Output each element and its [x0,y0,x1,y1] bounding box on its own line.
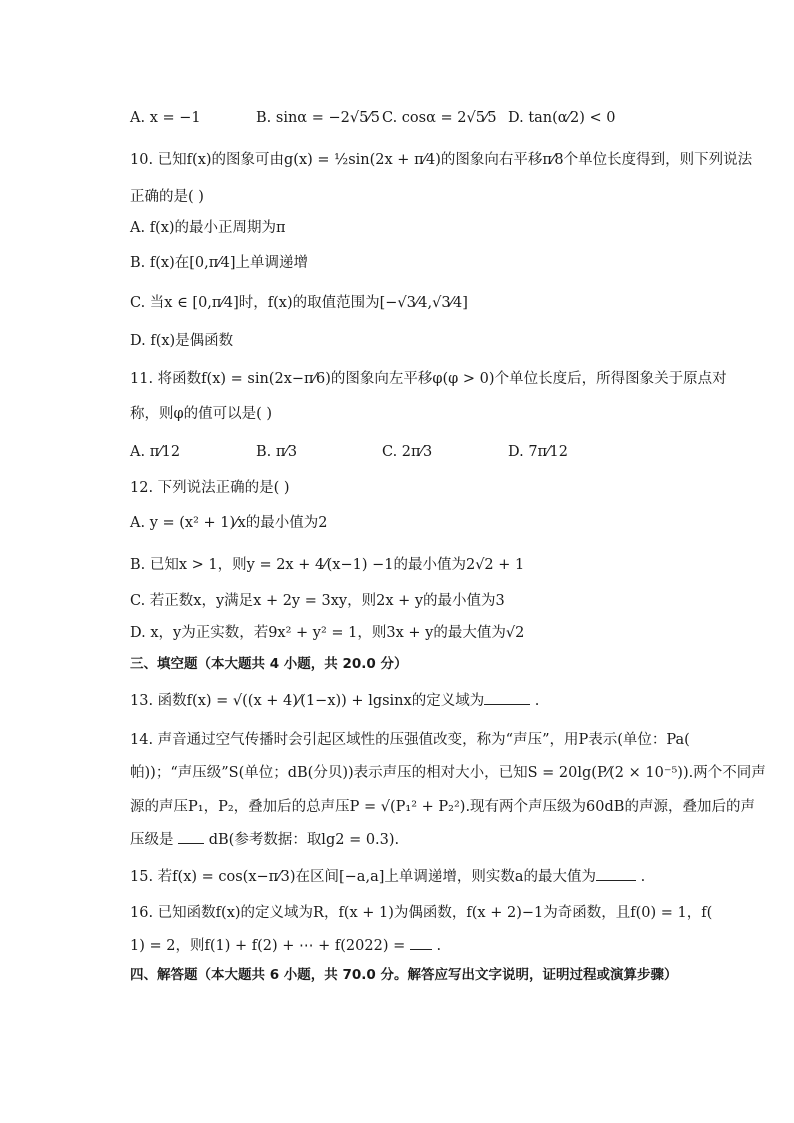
q16-text-b: . [431,938,442,954]
q15-text: 15. 若f(x) = cos(x−π⁄3)在区间[−a,a]上单调递增，则实数a的最大值为 [130,869,597,885]
q16-stem-line1: 16. 已知函数f(x)的定义域为R，f(x + 1)为偶函数，f(x + 2)−1为奇函数，且f(0) = 1，f( [130,905,713,921]
q15-answer-blank [596,866,636,881]
q10-stem-line2: 正确的是( ) [130,189,204,205]
q11-stem-line1: 11. 将函数f(x) = sin(2x−π⁄6)的图象向左平移φ(φ > 0)个单位长度后，所得图象关于原点对 [130,371,727,387]
q13-text: 13. 函数f(x) = √((x + 4)⁄(1−x)) + lgsinx的定义域为 [130,693,485,709]
q14-stem-line3: 源的声压P₁，P₂，叠加后的总声压P = √(P₁² + P₂²).现有两个声压级为60dB的声源，叠加后的声 [130,799,755,815]
q13-end: . [530,693,540,709]
q9-option-c: C. cosα = 2√5⁄5 [382,110,497,126]
q12-option-c: C. 若正数x，y满足x + 2y = 3xy，则2x + y的最小值为3 [130,593,505,609]
q13-answer-blank [484,690,530,705]
q14-text-a: 压级是 [130,832,179,848]
q16-answer-blank [410,935,432,950]
q10-option-d: D. f(x)是偶函数 [130,333,234,349]
q12-option-b: B. 已知x > 1，则y = 2x + 4⁄(x−1) −1的最小值为2√2 + 1 [130,557,525,573]
q15-stem [130,866,690,887]
q14-answer-blank [178,829,204,844]
q11-option-a: A. π⁄12 [130,444,181,460]
q14-text-b: dB(参考数据：取lg2 = 0.3). [204,832,400,848]
section-fill-in-heading: 三、填空题（本大题共 4 小题，共 20.0 分） [130,656,408,672]
q15-end: . [636,869,646,885]
q12-option-a: A. y = (x² + 1)⁄x的最小值为2 [130,515,328,531]
q9-option-b: B. sinα = −2√5⁄5 [256,110,380,126]
q11-option-d: D. 7π⁄12 [508,444,568,460]
q16-stem-line2 [130,935,690,956]
q10-option-a: A. f(x)的最小正周期为π [130,220,286,236]
section-solution-heading: 四、解答题（本大题共 6 小题，共 70.0 分。解答应写出文字说明，证明过程或演算步骤） [130,967,678,983]
q10-option-b: B. f(x)在[0,π⁄4]上单调递增 [130,255,309,271]
q11-stem-line2: 称，则φ的值可以是( ) [130,406,273,422]
q12-option-d: D. x，y为正实数，若9x² + y² = 1，则3x + y的最大值为√2 [130,625,525,641]
q11-option-c: C. 2π⁄3 [382,444,433,460]
q14-stem-line4 [130,829,690,850]
q11-option-b: B. π⁄3 [256,444,298,460]
q9-option-a: A. x = −1 [130,110,201,126]
q9-option-d: D. tan(α⁄2) < 0 [508,110,616,126]
q16-text-a: 1) = 2，则f(1) + f(2) + ⋯ + f(2022) = [130,938,410,954]
q14-stem-line2: 帕))；“声压级”S(单位；dB(分贝))表示声压的相对大小，已知S = 20lg(P⁄(2 × 10⁻⁵)).两个不同声 [130,765,766,781]
q10-stem-line1: 10. 已知f(x)的图象可由g(x) = ½sin(2x + π⁄4)的图象向右平移π⁄8个单位长度得到，则下列说法 [130,152,753,168]
q14-stem-line1: 14. 声音通过空气传播时会引起区域性的压强值改变，称为“声压”，用P表示(单位：Pa( [130,732,690,748]
q13-stem [130,690,690,711]
q10-option-c: C. 当x ∈ [0,π⁄4]时，f(x)的取值范围为[−√3⁄4,√3⁄4] [130,295,468,311]
q12-stem: 12. 下列说法正确的是( ) [130,480,290,496]
